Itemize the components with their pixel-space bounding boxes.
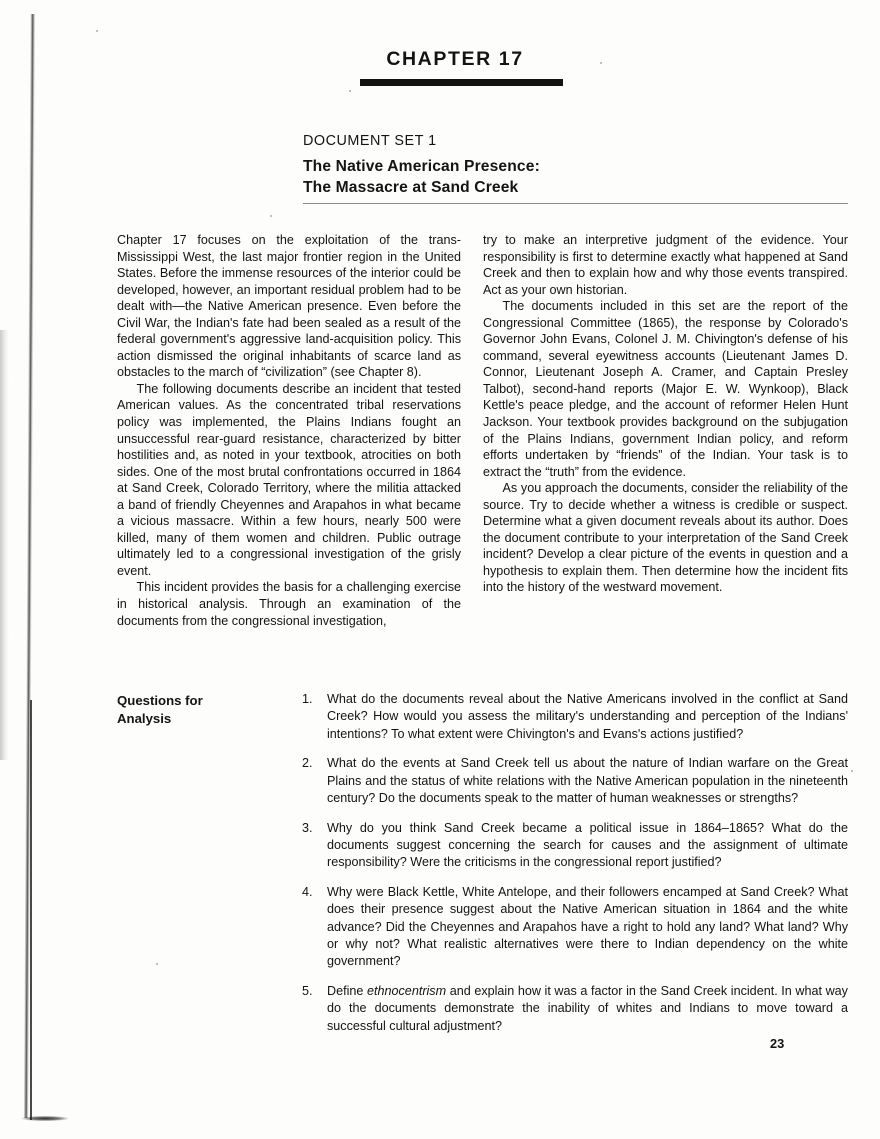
question-number: 2. bbox=[302, 756, 313, 771]
question-text: What do the documents reveal about the Native Americans involved in the conflict at Sand Creek? How would you assess the military's understanding and perception of the Indians' intentions? To what extent were Chivington's and Evans's actions justified? bbox=[327, 692, 848, 741]
intro-paragraph: Chapter 17 focuses on the exploitation of the trans-Mississippi West, the last major frontier region in the United States. Before the immense resources of the interior could be developed, however, an important residual problem had to be dealt with—the Native American presence. Even before the Civil War, the Indian's fate had been sealed as a result of the federal government's aggressive land-acquisition policy. This action dismissed the original inhabitants of scarce land as obstacles to the march of “civilization” (see Chapter 8). bbox=[117, 233, 461, 380]
book-binding-edge-lower-artifact bbox=[30, 700, 32, 1120]
scan-speck bbox=[349, 90, 351, 92]
chapter-title: CHAPTER 17 bbox=[386, 48, 524, 70]
scan-speck bbox=[851, 770, 853, 772]
document-set-divider bbox=[303, 203, 848, 204]
question-number: 4. bbox=[302, 885, 313, 900]
intro-paragraph: The documents included in this set are the report of the Congressional Committee (1865), the response by Colorado's Governor John Evans, Colonel J. M. Chivington's defense of his command, several eyewitness accounts (Lieutenant James D. Connor, Lieutenant Joseph A. Cramer, and Captain Presley Talbot), second-hand reports (Major E. W. Wynkoop), Black Kettle's peace pledge, and the account of reformer Helen Hunt Jackson. Your textbook provides background on the subjugation of the Plains Indians, government Indian policy, and reform efforts undertaken by “friends” of the Indian. Your task is to extract the “truth” from the evidence. bbox=[483, 299, 848, 479]
question-text: What do the events at Sand Creek tell us about the nature of Indian warfare on the Great Plains and the status of white relations with the Native American population in the nineteenth century? Do the documents speak to the matter of human weaknesses or strengths? bbox=[327, 756, 848, 805]
question-text-after-italic: and explain how it was a factor in the Sand Creek incident. In what way do the documents demonstrate the inability of whites and Indians to move toward a successful cultural adjustment? bbox=[327, 984, 848, 1033]
question-item bbox=[302, 884, 848, 970]
question-number: 1. bbox=[302, 692, 313, 706]
document-set-title bbox=[303, 156, 848, 198]
scan-speck bbox=[96, 30, 98, 32]
question-item bbox=[302, 691, 848, 743]
scan-speck bbox=[156, 963, 158, 965]
question-item bbox=[302, 983, 848, 1035]
question-number: 3. bbox=[302, 820, 313, 835]
intro-right-column bbox=[483, 232, 848, 596]
question-text-before-italic: Define bbox=[327, 984, 367, 999]
page-edge-smudge-artifact bbox=[0, 330, 9, 760]
questions-section-heading bbox=[117, 692, 287, 727]
questions-heading-line-2: Analysis bbox=[117, 710, 172, 726]
question-text: Why were Black Kettle, White Antelope, and their followers encamped at Sand Creek? What does their presence suggest about the Native American situation in 1864 and the white advance? Did the Cheyennes and Arapahos have a right to hold any land? What land? Why or why not? What realistic alternatives were there to Indian dependency on the white government? bbox=[327, 885, 848, 969]
intro-left-column bbox=[117, 232, 461, 629]
document-set-label: DOCUMENT SET 1 bbox=[303, 133, 437, 149]
scan-speck bbox=[270, 215, 272, 217]
question-item bbox=[302, 820, 848, 872]
intro-paragraph: The following documents describe an incident that tested American values. As the concentrated tribal reservations policy was implemented, the Plains Indians fought an unsuccessful rear-guard resistance, characterized by bitter hostilities and, as noted in your textbook, atrocities on both sides. One of the most brutal confrontations occurred in 1864 at Sand Creek, Colorado Territory, where the militia attacked a band of friendly Cheyennes and Arapahos in what became a vicious massacre. Within a few hours, nearly 500 were killed, many of them women and children. Public outrage ultimately led to a congressional investigation of the grisly event. bbox=[117, 381, 461, 578]
intro-paragraph: This incident provides the basis for a challenging exercise in historical analysis. Through an examination of the documents from the congressional investigation, bbox=[117, 580, 461, 628]
intro-paragraph: try to make an interpretive judgment of the evidence. Your responsibility is first to determine exactly what happened at Sand Creek and then to explain how and why those events transpired. Act as your own historian. bbox=[483, 233, 848, 297]
document-set-title-line-1: The Native American Presence: bbox=[303, 158, 540, 175]
intro-paragraph: As you approach the documents, consider the reliability of the source. Try to decide whether a witness is credible or suspect. Determine what a given document reveals about its author. Does the document contribute to your interpretation of the Sand Creek incident? Develop a clear picture of the events in question and a hypothesis to explain them. Then determine how the incident fits into the history of the westward movement. bbox=[483, 481, 848, 595]
question-italic-term: ethnocentrism bbox=[367, 984, 447, 999]
questions-list bbox=[302, 691, 848, 1035]
question-number: 5. bbox=[302, 984, 313, 999]
document-set-heading bbox=[303, 133, 848, 198]
chapter-title-rule bbox=[360, 79, 563, 86]
question-text: Why do you think Sand Creek became a political issue in 1864–1865? What do the documents suggest concerning the search for causes and the assignment of ultimate responsibility? Were the criticisms in the congressional report justified? bbox=[327, 820, 848, 870]
questions-heading-line-1: Questions for bbox=[117, 693, 203, 708]
page-number: 23 bbox=[770, 1036, 785, 1051]
question-item bbox=[302, 755, 848, 807]
book-binding-foot-artifact bbox=[22, 1116, 68, 1121]
document-set-title-line-2: The Massacre at Sand Creek bbox=[303, 179, 519, 197]
